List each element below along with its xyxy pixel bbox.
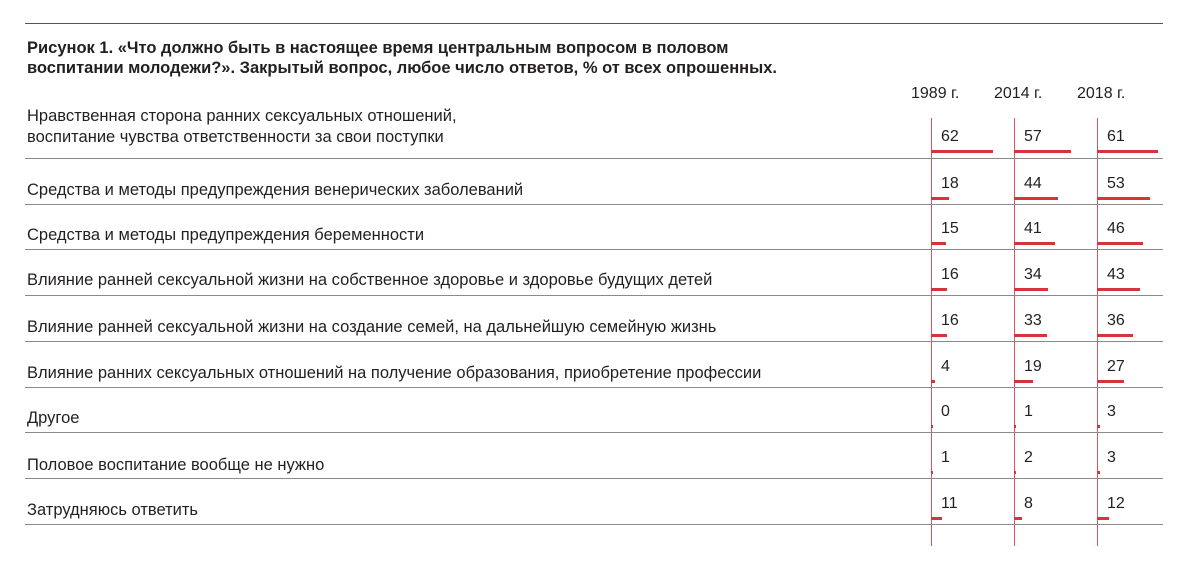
- data-label: 46: [1107, 220, 1125, 237]
- data-bar: [1097, 334, 1133, 337]
- row-separator: [25, 478, 1163, 479]
- data-bar: [1097, 425, 1100, 428]
- data-bar: [1014, 242, 1055, 245]
- year-header-1: 2014 г.: [994, 85, 1043, 102]
- data-bar: [1014, 150, 1071, 153]
- data-bar: [1014, 288, 1048, 291]
- data-label: 36: [1107, 312, 1125, 329]
- data-bar: [931, 197, 949, 200]
- data-label: 18: [941, 175, 959, 192]
- data-label: 44: [1024, 175, 1042, 192]
- data-label: 12: [1107, 495, 1125, 512]
- data-bar: [1097, 288, 1140, 291]
- data-bar: [1097, 150, 1158, 153]
- row-separator: [25, 295, 1163, 296]
- row-label: Половое воспитание вообще не нужно: [27, 456, 325, 474]
- data-bar: [931, 471, 933, 474]
- row-separator: [25, 524, 1163, 525]
- data-label: 33: [1024, 312, 1042, 329]
- data-label: 53: [1107, 175, 1125, 192]
- row-separator: [25, 432, 1163, 433]
- row-label: Другое: [27, 409, 80, 427]
- row-separator: [25, 387, 1163, 388]
- row-label: Затрудняюсь ответить: [27, 501, 199, 519]
- data-bar: [1014, 197, 1058, 200]
- row-separator: [25, 204, 1163, 205]
- data-label: 4: [941, 358, 950, 375]
- data-bar: [1097, 242, 1143, 245]
- data-label: 57: [1024, 128, 1042, 145]
- data-label: 61: [1107, 128, 1125, 145]
- column-axis-1: [1014, 118, 1015, 546]
- figure-title-line-2: воспитании молодежи?». Закрытый вопрос, любое число ответов, % от всех опрошенных.: [27, 59, 777, 77]
- data-label: 3: [1107, 449, 1116, 466]
- data-bar: [1014, 380, 1033, 383]
- data-label: 41: [1024, 220, 1042, 237]
- data-label: 34: [1024, 266, 1042, 283]
- data-bar: [931, 150, 993, 153]
- data-label: 1: [941, 449, 950, 466]
- data-label: 62: [941, 128, 959, 145]
- data-bar: [1014, 425, 1016, 428]
- data-label: 1: [1024, 403, 1033, 420]
- data-bar: [931, 288, 947, 291]
- data-label: 0: [941, 403, 950, 420]
- row-label: Влияние ранней сексуальной жизни на создание семей, на дальнейшую семейную жизнь: [27, 318, 717, 336]
- data-label: 2: [1024, 449, 1033, 466]
- data-bar: [931, 380, 935, 383]
- data-bar: [931, 334, 947, 337]
- data-label: 11: [941, 495, 958, 512]
- data-bar: [1097, 197, 1150, 200]
- row-separator: [25, 249, 1163, 250]
- data-label: 3: [1107, 403, 1116, 420]
- data-bar: [931, 242, 946, 245]
- row-label: Нравственная сторона ранних сексуальных отношений, воспитание чувства ответственности за свои поступки: [27, 107, 457, 146]
- data-bar: [1014, 517, 1022, 520]
- data-label: 43: [1107, 266, 1125, 283]
- year-header-2: 2018 г.: [1077, 85, 1126, 102]
- data-bar: [1097, 380, 1124, 383]
- data-label: 16: [941, 312, 959, 329]
- row-label: Средства и методы предупреждения беременности: [27, 226, 425, 244]
- data-bar: [1014, 471, 1016, 474]
- row-separator: [25, 341, 1163, 342]
- data-label: 27: [1107, 358, 1125, 375]
- top-rule: [25, 23, 1163, 24]
- column-axis-0: [931, 118, 932, 546]
- column-axis-2: [1097, 118, 1098, 546]
- year-header-0: 1989 г.: [911, 85, 960, 102]
- figure-title: [27, 38, 927, 78]
- data-bar: [931, 425, 933, 428]
- data-bar: [1097, 517, 1109, 520]
- data-bar: [1097, 471, 1100, 474]
- data-bar: [931, 517, 942, 520]
- data-label: 8: [1024, 495, 1033, 512]
- row-label: Влияние ранних сексуальных отношений на получение образования, приобретение профессии: [27, 364, 762, 382]
- figure-title-line-1: Рисунок 1. «Что должно быть в настоящее время центральным вопросом в половом: [27, 39, 729, 57]
- data-label: 19: [1024, 358, 1042, 375]
- row-label: Средства и методы предупреждения венерических заболеваний: [27, 181, 524, 199]
- row-label: Влияние ранней сексуальной жизни на собственное здоровье и здоровье будущих детей: [27, 271, 713, 289]
- data-bar: [1014, 334, 1047, 337]
- row-separator: [25, 158, 1163, 159]
- data-label: 16: [941, 266, 959, 283]
- data-label: 15: [941, 220, 959, 237]
